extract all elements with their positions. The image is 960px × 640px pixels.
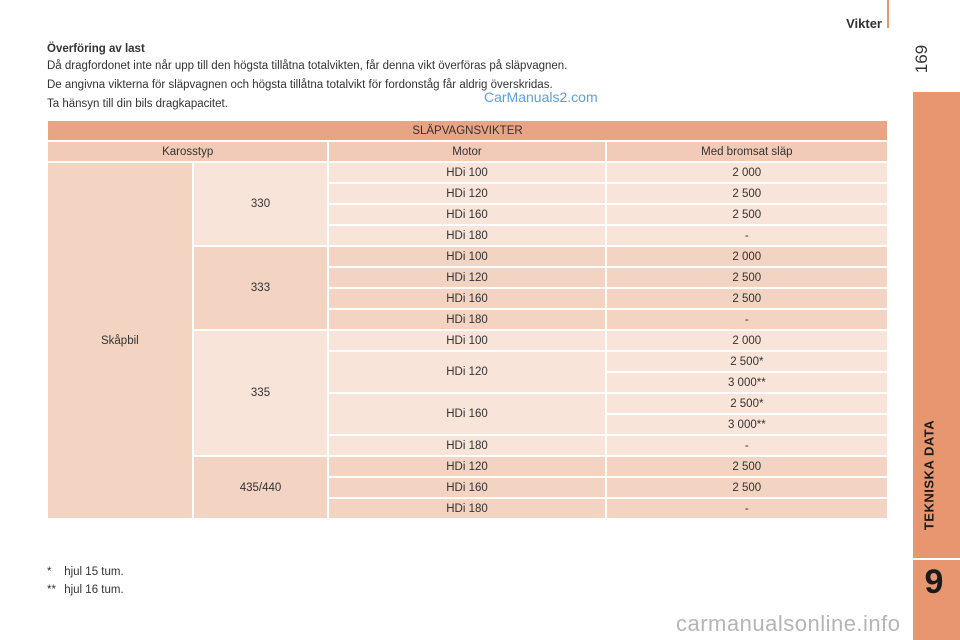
footnote (47, 566, 124, 578)
engine-cell: HDi 160 (329, 478, 604, 497)
model-cell: 335 (194, 331, 328, 455)
weight-cell: 2 500 (607, 457, 887, 476)
column-header-braked-trailer: Med bromsat släp (607, 142, 887, 161)
engine-cell: HDi 160 (329, 394, 604, 434)
engine-cell: HDi 120 (329, 457, 604, 476)
engine-cell: HDi 120 (329, 352, 604, 392)
watermark-middle: CarManuals2.com (484, 89, 598, 105)
body-type-cell: Skåpbil (48, 163, 192, 518)
model-cell: 333 (194, 247, 328, 329)
weight-cell: - (607, 436, 887, 455)
weight-cell: 2 500* (607, 352, 887, 371)
engine-cell: HDi 100 (329, 331, 604, 350)
engine-cell: HDi 100 (329, 247, 604, 266)
weight-cell: - (607, 499, 887, 518)
engine-cell: HDi 160 (329, 205, 604, 224)
engine-cell: HDi 180 (329, 226, 604, 245)
intro-paragraph: Då dragfordonet inte når upp till den högsta tillåtna totalvikten, får denna vikt överföras på släpvagnen. (47, 60, 568, 72)
weight-cell: 2 000 (607, 247, 887, 266)
intro-section (47, 43, 867, 117)
table-title: SLÄPVAGNSVIKTER (48, 121, 887, 140)
model-cell: 435/440 (194, 457, 328, 518)
watermark-bottom: carmanualsonline.info (676, 611, 901, 636)
weight-cell: - (607, 310, 887, 329)
model-cell: 330 (194, 163, 328, 245)
footnote-text: hjul 15 tum. (64, 566, 124, 578)
weight-cell: 2 500 (607, 184, 887, 203)
chapter-label (914, 400, 944, 550)
weight-cell: 2 500 (607, 289, 887, 308)
weight-cell: - (607, 226, 887, 245)
column-header-engine: Motor (329, 142, 604, 161)
weight-cell: 2 500 (607, 268, 887, 287)
weight-cell: 2 500 (607, 205, 887, 224)
engine-cell: HDi 120 (329, 184, 604, 203)
weight-cell: 3 000** (607, 373, 887, 392)
footnote-mark: ** (47, 584, 56, 596)
engine-cell: HDi 100 (329, 163, 604, 182)
page-number-text: 169 (912, 44, 931, 74)
page-number (912, 46, 932, 72)
column-header-body-type: Karosstyp (48, 142, 327, 161)
footnote-mark: * (47, 566, 52, 578)
weight-cell: 3 000** (607, 415, 887, 434)
table-row (48, 163, 887, 182)
section-title: Vikter (846, 16, 882, 31)
engine-cell: HDi 180 (329, 499, 604, 518)
header-divider (887, 0, 889, 28)
weight-cell: 2 500* (607, 394, 887, 413)
weight-cell: 2 000 (607, 163, 887, 182)
footnote-text: hjul 16 tum. (64, 584, 124, 596)
weight-cell: 2 000 (607, 331, 887, 350)
engine-cell: HDi 180 (329, 310, 604, 329)
table-title-row (48, 121, 887, 140)
footnote (47, 584, 124, 596)
engine-cell: HDi 120 (329, 268, 604, 287)
engine-cell: HDi 160 (329, 289, 604, 308)
intro-paragraph: De angivna vikterna för släpvagnen och högsta tillåtna totalvikt för fordonståg får aldrig överskridas. (47, 79, 553, 91)
intro-heading: Överföring av last (47, 43, 145, 55)
intro-paragraph: Ta hänsyn till din bils dragkapacitet. (47, 98, 228, 110)
footnotes (47, 566, 124, 602)
weight-cell: 2 500 (607, 478, 887, 497)
table-header-row (48, 142, 887, 161)
engine-cell: HDi 180 (329, 436, 604, 455)
chapter-label-text: TEKNISKA DATA (921, 419, 937, 531)
chapter-number: 9 (924, 563, 944, 601)
trailer-weights-table (46, 119, 889, 520)
